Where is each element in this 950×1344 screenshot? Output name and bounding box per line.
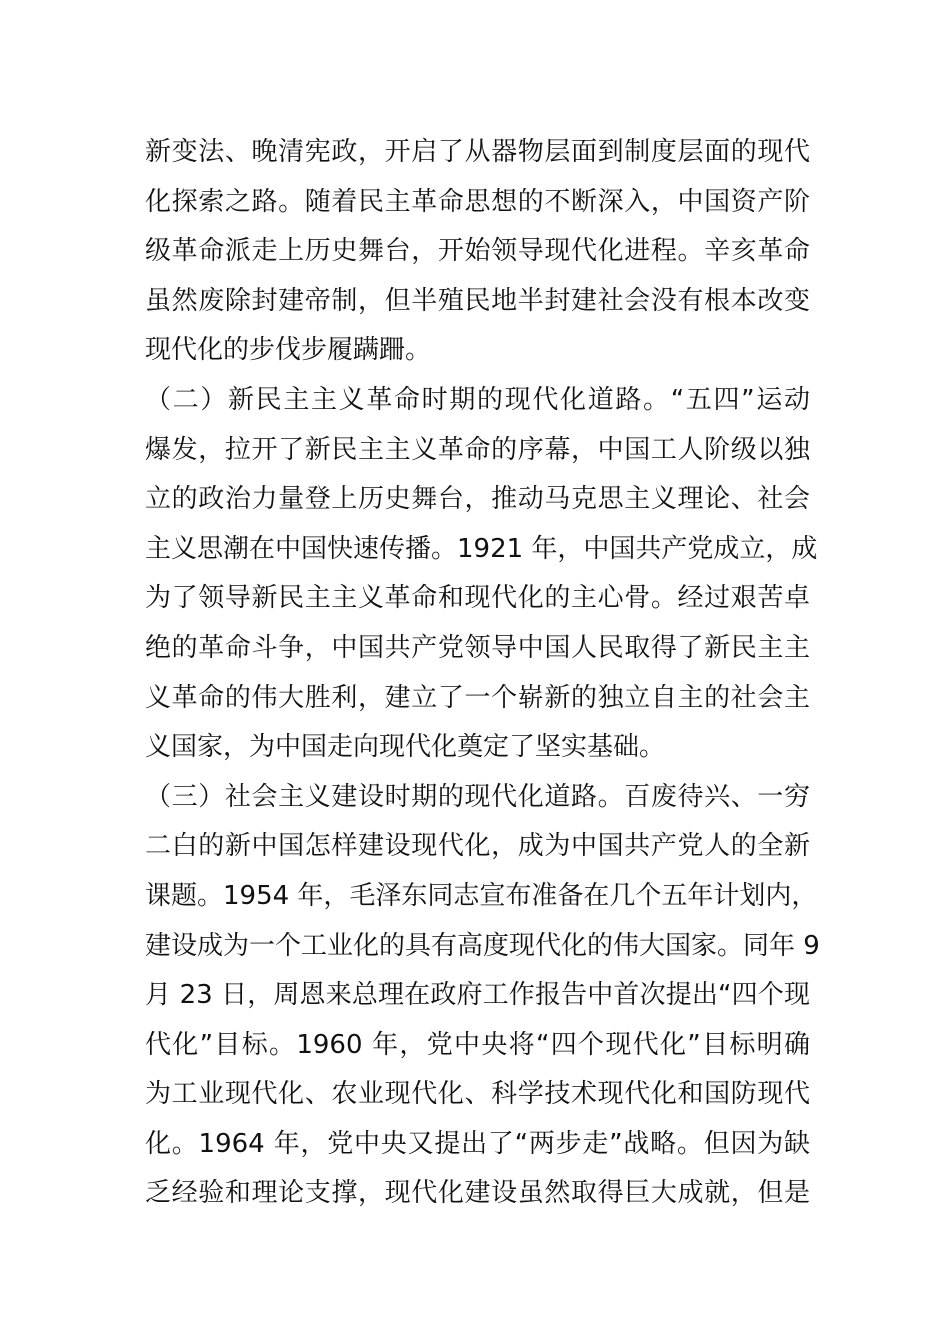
text-line: 建设成为一个工业化的具有高度现代化的伟大国家。同年 9 bbox=[145, 930, 820, 961]
text-line: 爆发，拉开了新民主主义革命的序幕，中国工人阶级以独 bbox=[145, 434, 810, 465]
text-line: 新变法、晚清宪政，开启了从器物层面到制度层面的现代 bbox=[145, 137, 810, 167]
text-line: 级革命派走上历史舞台，开始领导现代化进程。辛亥革命 bbox=[145, 236, 810, 267]
text-line: 为了领导新民主主义革命和现代化的主心骨。经过艰苦卓 bbox=[145, 583, 810, 614]
text-line: 主义思潮在中国快速传播。1921 年，中国共产党成立，成 bbox=[145, 533, 818, 564]
text-line: 代化”目标。1960 年，党中央将“四个现代化”目标明确 bbox=[145, 1029, 810, 1060]
text-line: 立的政治力量登上历史舞台，推动马克思主义理论、社会 bbox=[145, 484, 810, 515]
text-line: 义国家，为中国走向现代化奠定了坚实基础。 bbox=[145, 732, 666, 763]
section-heading-line: （三）社会主义建设时期的现代化道路。百废待兴、一穷 bbox=[145, 781, 810, 812]
section-heading-line: （二）新民主主义革命时期的现代化道路。“五四”运动 bbox=[145, 384, 810, 415]
text-line: 为工业现代化、农业现代化、科学技术现代化和国防现代 bbox=[145, 1079, 810, 1110]
text-line: 乏经验和理论支撑，现代化建设虽然取得巨大成就，但是 bbox=[145, 1178, 810, 1209]
text-line: 化探索之路。随着民主革命思想的不断深入，中国资产阶 bbox=[145, 186, 810, 217]
text-line: 现代化的步伐步履蹒跚。 bbox=[145, 335, 432, 366]
text-line: 虽然废除封建帝制，但半殖民地半封建社会没有根本改变 bbox=[145, 285, 810, 316]
text-line: 二白的新中国怎样建设现代化，成为中国共产党人的全新 bbox=[145, 831, 810, 862]
text-line: 化。1964 年，党中央又提出了“两步走”战略。但因为缺 bbox=[145, 1128, 810, 1159]
body-text bbox=[145, 128, 820, 1219]
text-line: 义革命的伟大胜利，建立了一个崭新的独立自主的社会主 bbox=[145, 682, 810, 713]
text-line: 月 23 日，周恩来总理在政府工作报告中首次提出“四个现 bbox=[145, 980, 810, 1011]
text-line: 课题。1954 年，毛泽东同志宣布准备在几个五年计划内， bbox=[145, 880, 818, 911]
text-line: 绝的革命斗争，中国共产党领导中国人民取得了新民主主 bbox=[145, 632, 810, 663]
